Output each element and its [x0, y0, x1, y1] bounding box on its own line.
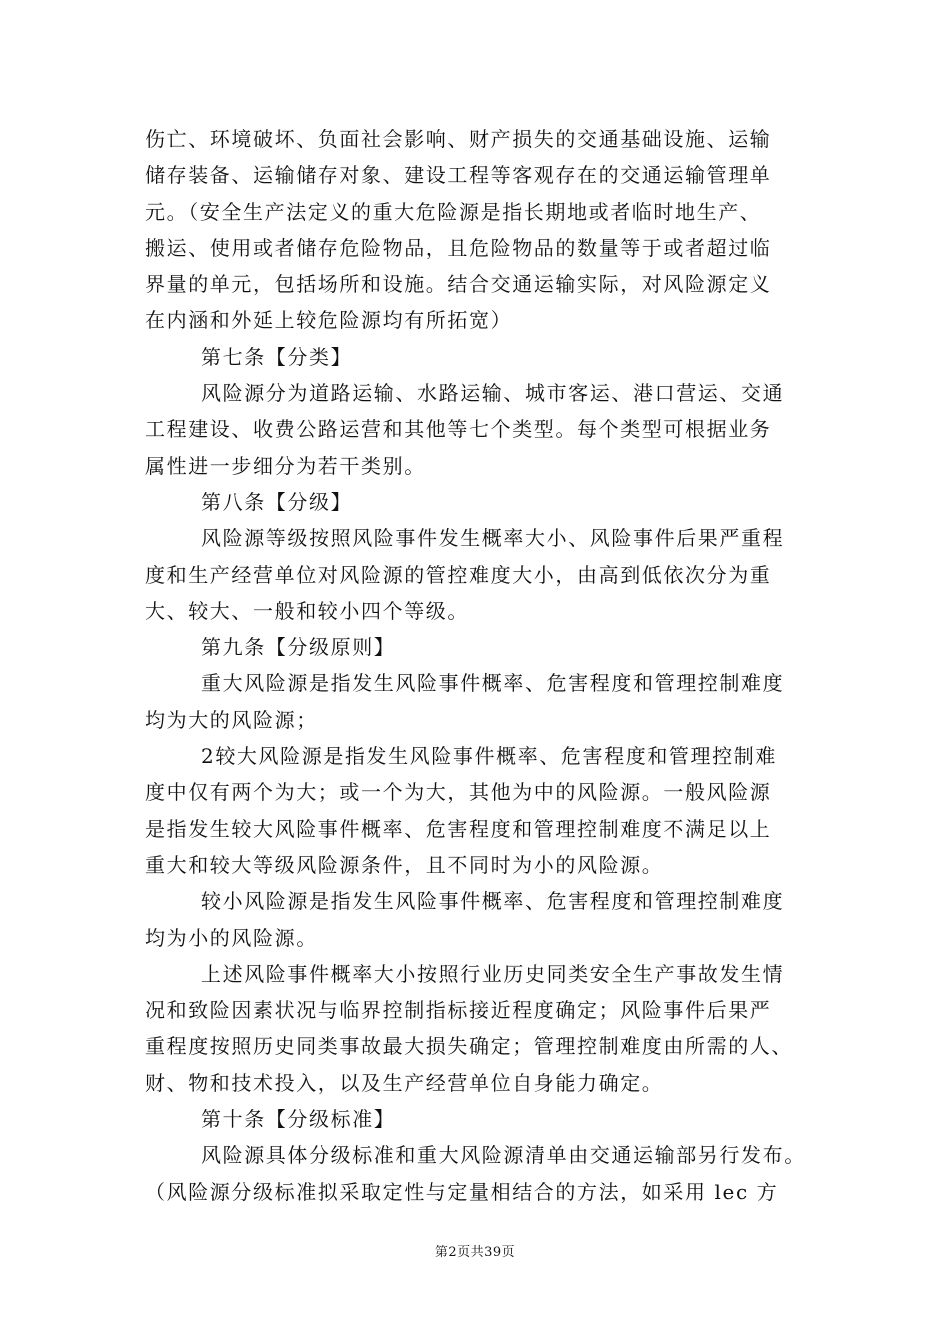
footer-prefix: 第 — [434, 1245, 449, 1260]
text-line: 界量的单元，包括场所和设施。结合交通运输实际，对风险源定义 — [145, 272, 772, 297]
text-line: 属性进一步细分为若干类别。 — [145, 453, 426, 478]
text-line: 较小风险源是指发生风险事件概率、危害程度和管理控制难度 — [201, 889, 785, 914]
text-line: 重程度按照历史同类事故最大损失确定；管理控制难度由所需的人、 — [145, 1034, 793, 1059]
page-footer — [0, 1241, 950, 1260]
text-line: 第九条【分级原则】 — [201, 635, 396, 660]
text-line: 是指发生较大风险事件概率、危害程度和管理控制难度不满足以上 — [145, 816, 772, 841]
footer-suffix: 页 — [501, 1245, 516, 1260]
text-line: 度中仅有两个为大；或一个为大，其他为中的风险源。一般风险源 — [145, 780, 772, 805]
text-line: 重大风险源是指发生风险事件概率、危害程度和管理控制难度 — [201, 671, 785, 696]
text-line: 元。（安全生产法定义的重大危险源是指长期地或者临时地生产、 — [145, 199, 762, 224]
footer-current-page: 2 — [448, 1245, 458, 1260]
text-line: 在内涵和外延上较危险源均有所拓宽） — [145, 308, 513, 333]
footer-middle: 页共 — [457, 1245, 485, 1260]
document-body — [145, 121, 810, 1210]
text-line: （风险源分级标准拟采取定性与定量相结合的方法，如采用 lec 方 — [145, 1179, 779, 1204]
text-line: 2较大风险源是指发生风险事件概率、危害程度和管理控制难 — [201, 744, 777, 769]
text-line: 第八条【分级】 — [201, 489, 353, 514]
text-line: 均为大的风险源； — [145, 707, 318, 732]
text-line: 储存装备、运输储存对象、建设工程等客观存在的交通运输管理单 — [145, 163, 772, 188]
text-line: 风险源具体分级标准和重大风险源清单由交通运输部另行发布。 — [201, 1143, 806, 1168]
text-line: 上述风险事件概率大小按照行业历史同类安全生产事故发生情 — [201, 961, 785, 986]
text-line: 风险源等级按照风险事件发生概率大小、风险事件后果严重程 — [201, 526, 785, 551]
text-line: 第十条【分级标准】 — [201, 1107, 396, 1132]
text-line: 搬运、使用或者储存危险物品，且危险物品的数量等于或者超过临 — [145, 235, 772, 260]
text-line: 大、较大、一般和较小四个等级。 — [145, 598, 469, 623]
text-line: 伤亡、环境破坏、负面社会影响、财产损失的交通基础设施、运输 — [145, 127, 772, 151]
text-line: 工程建设、收费公路运营和其他等七个类型。每个类型可根据业务 — [145, 417, 772, 442]
text-line: 第七条【分类】 — [201, 344, 353, 369]
text-line: 均为小的风险源。 — [145, 925, 318, 950]
text-line: 财、物和技术投入，以及生产经营单位自身能力确定。 — [145, 1070, 664, 1095]
text-line: 度和生产经营单位对风险源的管控难度大小，由高到低依次分为重 — [145, 562, 772, 587]
footer-total-pages: 39 — [484, 1245, 502, 1260]
text-line: 风险源分为道路运输、水路运输、城市客运、港口营运、交通 — [201, 381, 785, 406]
text-line: 况和致险因素状况与临界控制指标接近程度确定；风险事件后果严 — [145, 998, 772, 1023]
text-line: 重大和较大等级风险源条件，且不同时为小的风险源。 — [145, 852, 664, 877]
